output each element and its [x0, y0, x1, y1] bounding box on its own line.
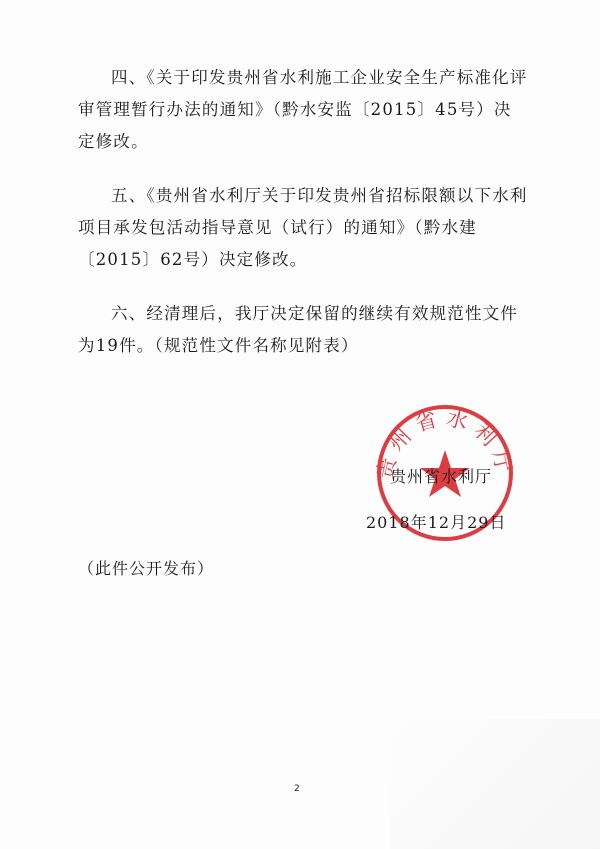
public-note: （此件公开发布） [78, 559, 215, 578]
signer: 贵州省水利厅 [390, 467, 493, 486]
scan-shade [390, 719, 600, 849]
issue-date: 2018年12月29日 [366, 513, 507, 532]
paragraph-item-4: 四、《关于印发贵州省水利施工企业安全生产标准化评审管理暂行办法的通知》（黔水安监〔2015〕45号）决定修改。 [78, 68, 528, 151]
paragraph-item-6: 六、经清理后，我厅决定保留的继续有效规范性文件为19件。（规范性文件名称见附表） [78, 304, 519, 355]
page-number: 2 [294, 784, 300, 794]
seal-text: 贵州省水利厅 [372, 405, 518, 482]
paragraph-item-5: 五、《贵州省水利厅关于印发贵州省招标限额以下水利项目承发包活动指导意见（试行）的通知》（黔水建〔2015〕62号）决定修改。 [78, 186, 528, 269]
